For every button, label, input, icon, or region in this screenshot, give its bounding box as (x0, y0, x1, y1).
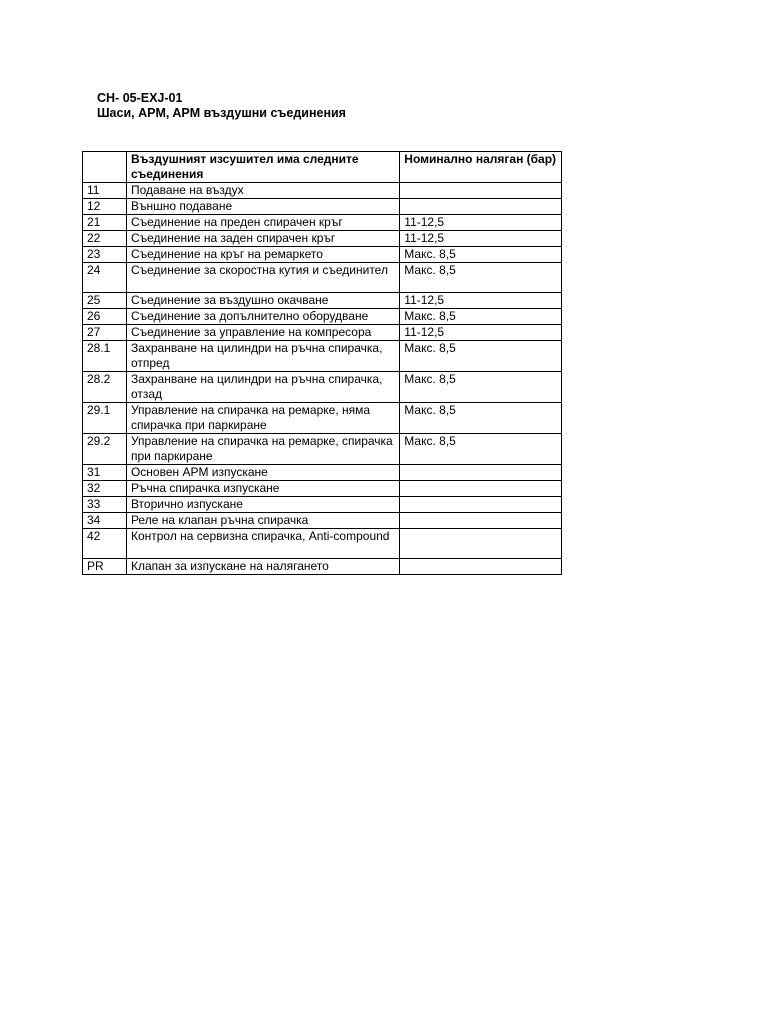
table-row (83, 247, 562, 263)
cell-number: 33 (83, 497, 127, 513)
table-header-row (83, 152, 562, 183)
cell-pressure: Макс. 8,5 (400, 434, 562, 465)
cell-description: Основен APM изпускане (126, 465, 399, 481)
cell-pressure (400, 481, 562, 497)
document-code: CH- 05-EXJ-01 (97, 91, 183, 105)
cell-number: 11 (83, 183, 127, 199)
cell-number: 28.2 (83, 372, 127, 403)
cell-pressure: Макс. 8,5 (400, 341, 562, 372)
cell-pressure: 11-12,5 (400, 215, 562, 231)
cell-pressure: Макс. 8,5 (400, 247, 562, 263)
table-row (83, 293, 562, 309)
cell-number: 22 (83, 231, 127, 247)
header-description: Въздушният изсушител има следните съединения (126, 152, 399, 183)
table-row (83, 529, 562, 559)
connections-table (82, 151, 562, 575)
table-row (83, 403, 562, 434)
cell-description: Съединение за скоростна кутия и съединител (126, 263, 399, 293)
cell-number: 27 (83, 325, 127, 341)
cell-pressure: 11-12,5 (400, 231, 562, 247)
cell-description: Съединение за управление на компресора (126, 325, 399, 341)
cell-pressure: Макс. 8,5 (400, 403, 562, 434)
cell-description: Контрол на сервизна спирачка, Anti-compound (126, 529, 399, 559)
table-row (83, 513, 562, 529)
cell-description: Управление на спирачка на ремарке, няма спирачка при паркиране (126, 403, 399, 434)
cell-description: Клапан за изпускане на налягането (126, 559, 399, 575)
table-row (83, 325, 562, 341)
cell-number: 26 (83, 309, 127, 325)
cell-description: Вторично изпускане (126, 497, 399, 513)
cell-pressure (400, 513, 562, 529)
cell-number: 25 (83, 293, 127, 309)
cell-number: 28.1 (83, 341, 127, 372)
cell-pressure: 11-12,5 (400, 293, 562, 309)
document-header (97, 91, 346, 121)
cell-description: Захранване на цилиндри на ръчна спирачка, отпред (126, 341, 399, 372)
table-row (83, 231, 562, 247)
table-row (83, 199, 562, 215)
cell-number: 32 (83, 481, 127, 497)
cell-description: Съединение на преден спирачен кръг (126, 215, 399, 231)
cell-pressure (400, 529, 562, 559)
cell-number: 24 (83, 263, 127, 293)
cell-description: Съединение за въздушно окачване (126, 293, 399, 309)
table-row (83, 497, 562, 513)
cell-description: Съединение за допълнително оборудване (126, 309, 399, 325)
table-row (83, 341, 562, 372)
table-row (83, 183, 562, 199)
cell-number: 29.2 (83, 434, 127, 465)
cell-pressure: 11-12,5 (400, 325, 562, 341)
table-row (83, 481, 562, 497)
cell-pressure (400, 199, 562, 215)
cell-pressure (400, 497, 562, 513)
cell-description: Реле на клапан ръчна спирачка (126, 513, 399, 529)
cell-pressure: Макс. 8,5 (400, 372, 562, 403)
header-pressure: Номинално наляган (бар) (400, 152, 562, 183)
cell-pressure: Макс. 8,5 (400, 309, 562, 325)
table-row (83, 372, 562, 403)
cell-description: Ръчна спирачка изпускане (126, 481, 399, 497)
cell-number: 42 (83, 529, 127, 559)
document-title: Шаси, APM, APM въздушни съединения (97, 106, 346, 120)
cell-number: 31 (83, 465, 127, 481)
cell-description: Съединение на заден спирачен кръг (126, 231, 399, 247)
cell-description: Управление на спирачка на ремарке, спирачка при паркиране (126, 434, 399, 465)
table-row (83, 559, 562, 575)
cell-number: 23 (83, 247, 127, 263)
cell-description: Външно подаване (126, 199, 399, 215)
cell-description: Подаване на въздух (126, 183, 399, 199)
cell-number: 12 (83, 199, 127, 215)
header-number (83, 152, 127, 183)
table-row (83, 215, 562, 231)
cell-pressure (400, 465, 562, 481)
cell-pressure (400, 183, 562, 199)
cell-number: PR (83, 559, 127, 575)
cell-description: Захранване на цилиндри на ръчна спирачка, отзад (126, 372, 399, 403)
table-row (83, 263, 562, 293)
cell-number: 21 (83, 215, 127, 231)
table-row (83, 465, 562, 481)
cell-pressure (400, 559, 562, 575)
cell-number: 29.1 (83, 403, 127, 434)
table-row (83, 309, 562, 325)
table-row (83, 434, 562, 465)
cell-number: 34 (83, 513, 127, 529)
cell-pressure: Макс. 8,5 (400, 263, 562, 293)
cell-description: Съединение на кръг на ремаркето (126, 247, 399, 263)
